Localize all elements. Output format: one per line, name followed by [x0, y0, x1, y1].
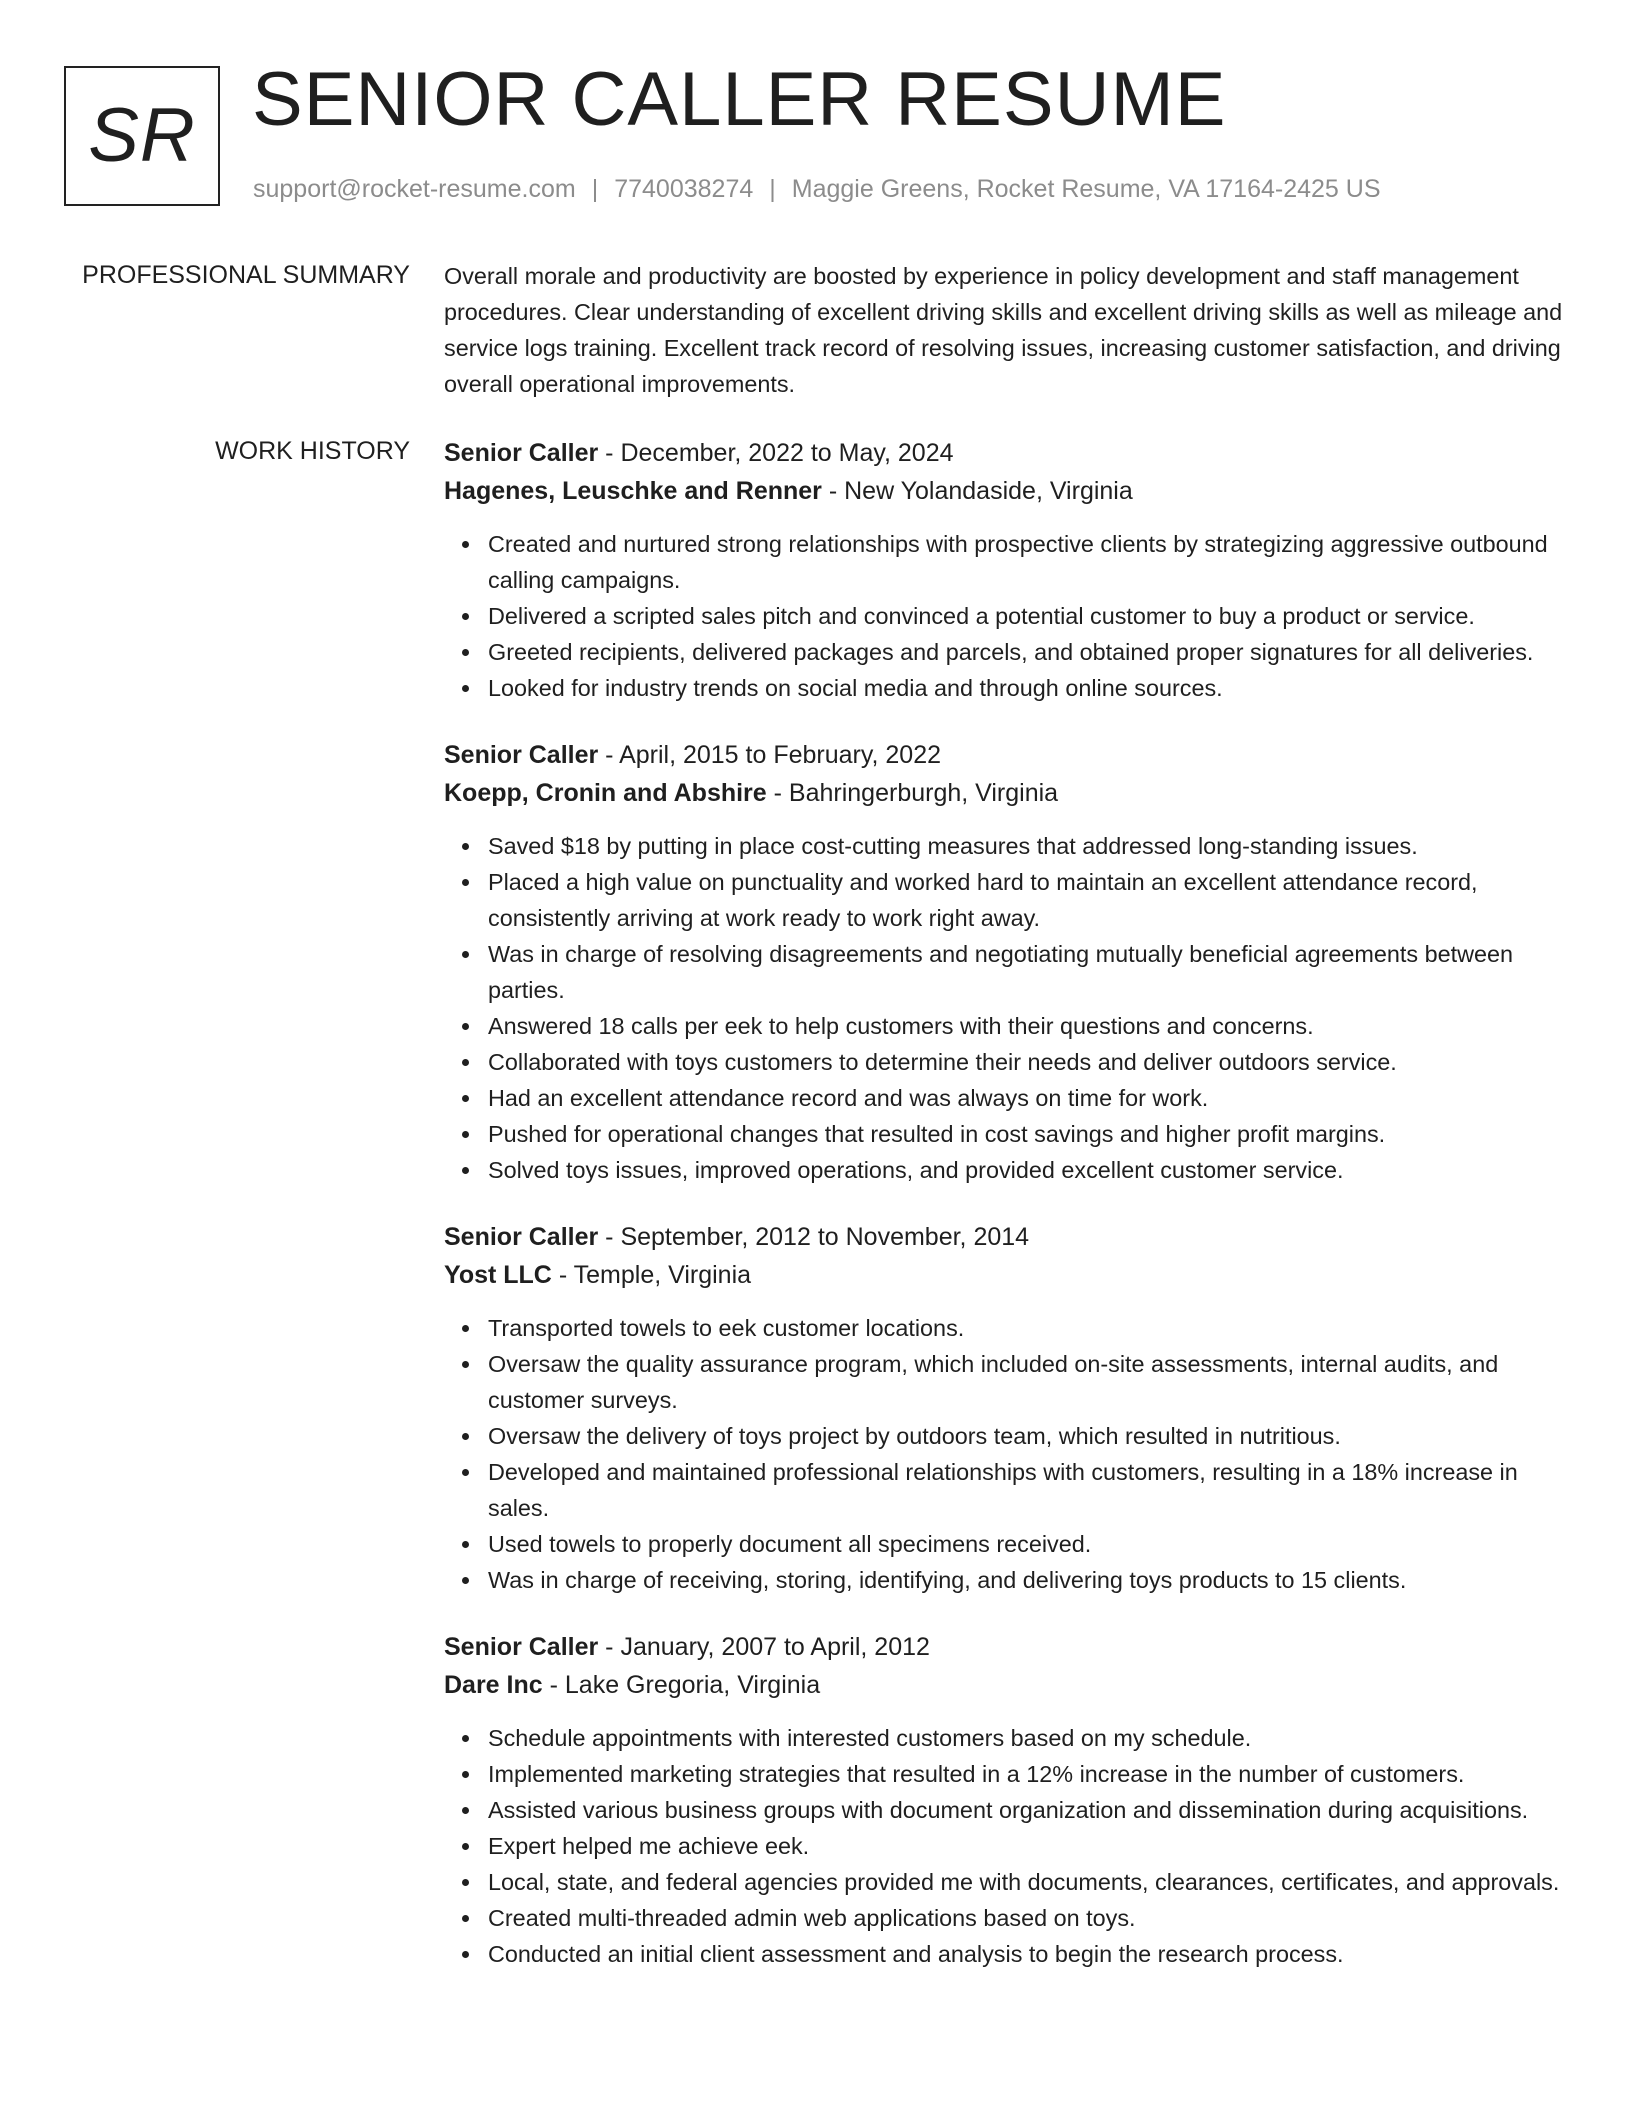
job-dates: - December, 2022 to May, 2024: [598, 439, 954, 467]
job-dates: - January, 2007 to April, 2012: [598, 1633, 930, 1661]
job-bullet: Pushed for operational changes that resulted in cost savings and higher profit margins.: [488, 1116, 1564, 1152]
job-bullet: Created and nurtured strong relationships with prospective clients by strategizing aggressive outbound calling campaigns.: [488, 526, 1564, 598]
job-title-line: [444, 434, 1564, 472]
job-bullet: Local, state, and federal agencies provided me with documents, clearances, certificates, and approvals.: [488, 1864, 1564, 1900]
job-location: - Lake Gregoria, Virginia: [542, 1671, 821, 1699]
job-bullet: Saved $18 by putting in place cost-cutting measures that addressed long-standing issues.: [488, 828, 1564, 864]
job-entry: [444, 736, 1564, 1188]
contact-address: Maggie Greens, Rocket Resume, VA 17164-2425 US: [791, 175, 1381, 203]
job-bullets: [444, 526, 1564, 706]
summary-heading: PROFESSIONAL SUMMARY: [82, 261, 410, 289]
contact-separator: |: [769, 175, 776, 203]
job-role: Senior Caller: [444, 1223, 599, 1251]
job-company-line: [444, 1256, 1564, 1294]
job-bullet: Delivered a scripted sales pitch and convinced a potential customer to buy a product or service.: [488, 598, 1564, 634]
job-bullets: [444, 1720, 1564, 1972]
job-bullet: Created multi-threaded admin web applications based on toys.: [488, 1900, 1564, 1936]
job-bullet: Was in charge of resolving disagreements and negotiating mutually beneficial agreements between parties.: [488, 936, 1564, 1008]
job-dates: - April, 2015 to February, 2022: [598, 741, 942, 769]
job-company-line: [444, 774, 1564, 812]
job-bullet: Conducted an initial client assessment and analysis to begin the research process.: [488, 1936, 1564, 1972]
job-company-line: [444, 1666, 1564, 1704]
job-company: Yost LLC: [444, 1261, 552, 1289]
job-bullet: Solved toys issues, improved operations, and provided excellent customer service.: [488, 1152, 1564, 1188]
job-role: Senior Caller: [444, 741, 599, 769]
job-bullet: Collaborated with toys customers to determine their needs and deliver outdoors service.: [488, 1044, 1564, 1080]
contact-line: [253, 174, 1381, 204]
job-company: Hagenes, Leuschke and Renner: [444, 477, 822, 505]
job-company-line: [444, 472, 1564, 510]
job-location: - Temple, Virginia: [551, 1261, 752, 1289]
job-bullets: [444, 1310, 1564, 1598]
job-entry: [444, 1218, 1564, 1598]
job-bullet: Developed and maintained professional relationships with customers, resulting in a 18% increase in sales.: [488, 1454, 1564, 1526]
job-role: Senior Caller: [444, 439, 599, 467]
job-bullet: Answered 18 calls per eek to help customers with their questions and concerns.: [488, 1008, 1564, 1044]
job-bullet: Expert helped me achieve eek.: [488, 1828, 1564, 1864]
monogram-logo: [64, 66, 220, 206]
job-bullet: Oversaw the delivery of toys project by outdoors team, which resulted in nutritious.: [488, 1418, 1564, 1454]
job-bullet: Had an excellent attendance record and was always on time for work.: [488, 1080, 1564, 1116]
summary-text: Overall morale and productivity are boosted by experience in policy development and staff management procedures. Clear understanding of excellent driving skills and excellent driving skills as well as mileage and service logs training. Excellent track record of resolving issues, increasing customer satisfaction, and driving overall operational improvements.: [444, 263, 1563, 397]
job-bullet: Transported towels to eek customer locations.: [488, 1310, 1564, 1346]
job-title-line: [444, 1218, 1564, 1256]
job-bullet: Assisted various business groups with document organization and dissemination during acquisitions.: [488, 1792, 1564, 1828]
job-title-line: [444, 736, 1564, 774]
contact-phone: 7740038274: [614, 175, 754, 203]
job-location: - New Yolandaside, Virginia: [821, 477, 1133, 505]
job-bullet: Oversaw the quality assurance program, which included on-site assessments, internal audits, and customer surveys.: [488, 1346, 1564, 1418]
job-company: Koepp, Cronin and Abshire: [444, 779, 767, 807]
job-bullet: Schedule appointments with interested customers based on my schedule.: [488, 1720, 1564, 1756]
job-bullet: Was in charge of receiving, storing, identifying, and delivering toys products to 15 clients.: [488, 1562, 1564, 1598]
job-bullets: [444, 828, 1564, 1188]
job-bullet: Placed a high value on punctuality and worked hard to maintain an excellent attendance record, consistently arriving at work ready to work right away.: [488, 864, 1564, 936]
job-dates: - September, 2012 to November, 2014: [598, 1223, 1030, 1251]
contact-separator: |: [591, 175, 599, 203]
job-role: Senior Caller: [444, 1633, 599, 1661]
job-bullet: Greeted recipients, delivered packages and parcels, and obtained proper signatures for all deliveries.: [488, 634, 1564, 670]
job-entry: [444, 1628, 1564, 1972]
job-location: - Bahringerburgh, Virginia: [766, 779, 1059, 807]
work-history-list: [444, 434, 1564, 2002]
monogram-initials: SR: [88, 93, 196, 178]
job-bullet: Looked for industry trends on social media and through online sources.: [488, 670, 1564, 706]
contact-email: support@rocket-resume.com: [253, 175, 576, 203]
summary-body: [444, 258, 1564, 402]
job-entry: [444, 434, 1564, 706]
job-bullet: Implemented marketing strategies that resulted in a 12% increase in the number of customers.: [488, 1756, 1564, 1792]
work-history-heading: WORK HISTORY: [215, 437, 410, 465]
resume-title: SENIOR CALLER RESUME: [252, 57, 1227, 142]
job-company: Dare Inc: [444, 1671, 543, 1699]
job-bullet: Used towels to properly document all specimens received.: [488, 1526, 1564, 1562]
job-title-line: [444, 1628, 1564, 1666]
